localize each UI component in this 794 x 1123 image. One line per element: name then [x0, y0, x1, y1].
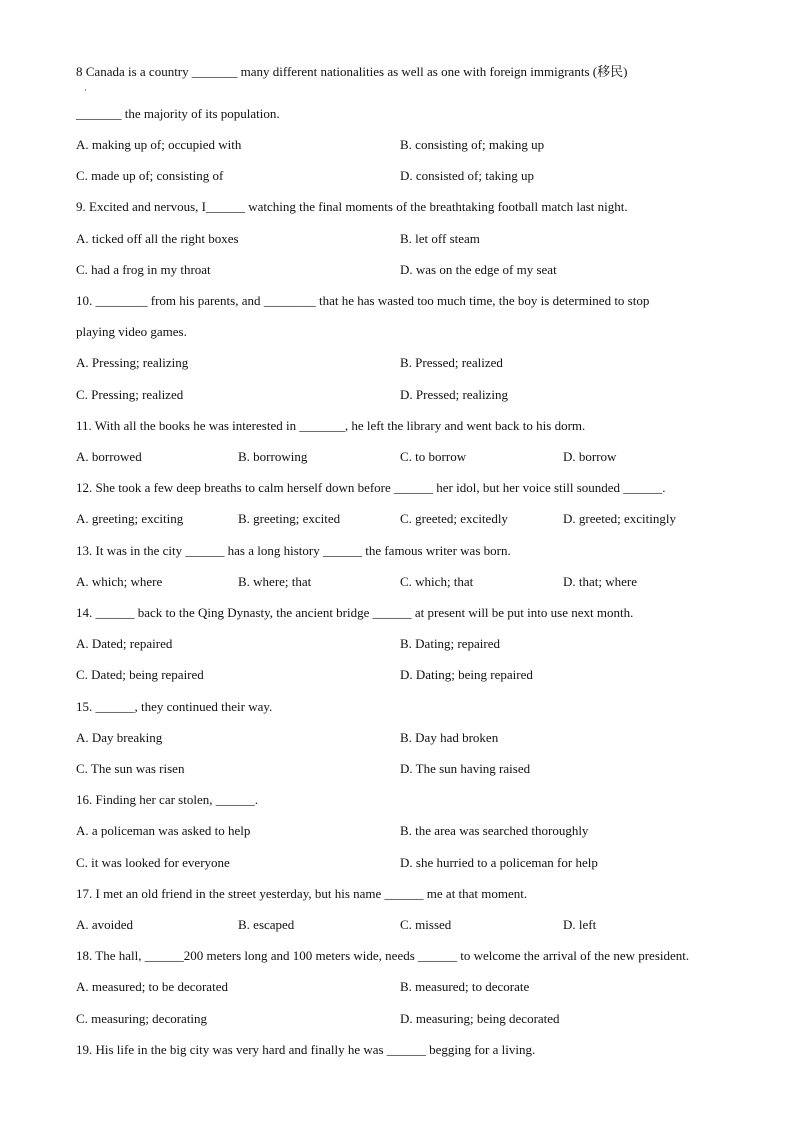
- question-14-option-b: B. Dating; repaired: [400, 636, 500, 651]
- question-15-option-c: C. The sun was risen: [76, 761, 185, 776]
- question-16-option-a: A. a policeman was asked to help: [76, 823, 251, 838]
- question-9-option-b: B. let off steam: [400, 231, 480, 246]
- question-8-option-b: B. consisting of; making up: [400, 137, 545, 152]
- question-8-option-c: C. made up of; consisting of: [76, 168, 224, 183]
- question-18-option-d: D. measuring; being decorated: [400, 1011, 560, 1026]
- question-11-option-d: D. borrow: [563, 449, 617, 464]
- question-15-option-d: D. The sun having raised: [400, 761, 531, 776]
- question-17-option-c: C. missed: [400, 917, 452, 932]
- question-18-stem: 18. The hall, ______200 meters long and 100 meters wide, needs ______ to welcome the arrival of the new president.: [76, 948, 690, 963]
- decorative-dot: ·: [84, 85, 87, 95]
- question-14-option-c: C. Dated; being repaired: [76, 667, 204, 682]
- question-11-option-a: A. borrowed: [76, 449, 142, 464]
- question-8-option-d: D. consisted of; taking up: [400, 168, 534, 183]
- question-8-option-a: A. making up of; occupied with: [76, 137, 242, 152]
- question-8-stem-continued: _______ the majority of its population.: [76, 106, 280, 121]
- question-13-stem: 13. It was in the city ______ has a long history ______ the famous writer was born.: [76, 543, 511, 558]
- question-18-option-b: B. measured; to decorate: [400, 979, 530, 994]
- question-9-option-a: A. ticked off all the right boxes: [76, 231, 239, 246]
- question-14-option-d: D. Dating; being repaired: [400, 667, 533, 682]
- question-17-stem: 17. I met an old friend in the street yesterday, but his name ______ me at that moment.: [76, 886, 528, 901]
- question-11-option-b: B. borrowing: [238, 449, 308, 464]
- question-9-option-d: D. was on the edge of my seat: [400, 262, 557, 277]
- question-12-option-b: B. greeting; excited: [238, 511, 341, 526]
- question-17-option-b: B. escaped: [238, 917, 295, 932]
- question-12-option-d: D. greeted; excitingly: [563, 511, 676, 526]
- question-13-option-b: B. where; that: [238, 574, 312, 589]
- question-14-stem: 14. ______ back to the Qing Dynasty, the ancient bridge ______ at present will be put into use next month.: [76, 605, 634, 620]
- question-10-option-a: A. Pressing; realizing: [76, 355, 189, 370]
- question-19-stem: 19. His life in the big city was very hard and finally he was ______ begging for a living.: [76, 1042, 536, 1057]
- question-9-option-c: C. had a frog in my throat: [76, 262, 211, 277]
- question-11-option-c: C. to borrow: [400, 449, 467, 464]
- question-18-option-c: C. measuring; decorating: [76, 1011, 208, 1026]
- question-8-stem: 8 Canada is a country _______ many different nationalities as well as one with foreign immigrants (移民): [76, 64, 628, 79]
- question-9-stem: 9. Excited and nervous, I______ watching the final moments of the breathtaking football match last night.: [76, 199, 628, 214]
- question-10-stem-continued: playing video games.: [76, 324, 187, 339]
- question-13-option-c: C. which; that: [400, 574, 474, 589]
- question-16-option-d: D. she hurried to a policeman for help: [400, 855, 598, 870]
- question-12-option-a: A. greeting; exciting: [76, 511, 184, 526]
- question-11-stem: 11. With all the books he was interested in _______, he left the library and went back to his dorm.: [76, 418, 586, 433]
- question-10-option-b: B. Pressed; realized: [400, 355, 503, 370]
- question-10-option-d: D. Pressed; realizing: [400, 387, 508, 402]
- question-16-option-b: B. the area was searched thoroughly: [400, 823, 589, 838]
- question-16-option-c: C. it was looked for everyone: [76, 855, 230, 870]
- question-16-stem: 16. Finding her car stolen, ______.: [76, 792, 258, 807]
- question-12-option-c: C. greeted; excitedly: [400, 511, 508, 526]
- question-17-option-a: A. avoided: [76, 917, 134, 932]
- question-12-stem: 12. She took a few deep breaths to calm herself down before ______ her idol, but her voice still sounded ______.: [76, 480, 666, 495]
- question-15-option-b: B. Day had broken: [400, 730, 499, 745]
- question-18-option-a: A. measured; to be decorated: [76, 979, 228, 994]
- question-10-stem: 10. ________ from his parents, and ________ that he has wasted too much time, the boy is determined to stop: [76, 293, 650, 308]
- question-13-option-d: D. that; where: [563, 574, 638, 589]
- question-14-option-a: A. Dated; repaired: [76, 636, 173, 651]
- question-10-option-c: C. Pressing; realized: [76, 387, 184, 402]
- question-15-option-a: A. Day breaking: [76, 730, 163, 745]
- question-15-stem: 15. ______, they continued their way.: [76, 699, 273, 714]
- question-13-option-a: A. which; where: [76, 574, 163, 589]
- question-17-option-d: D. left: [563, 917, 597, 932]
